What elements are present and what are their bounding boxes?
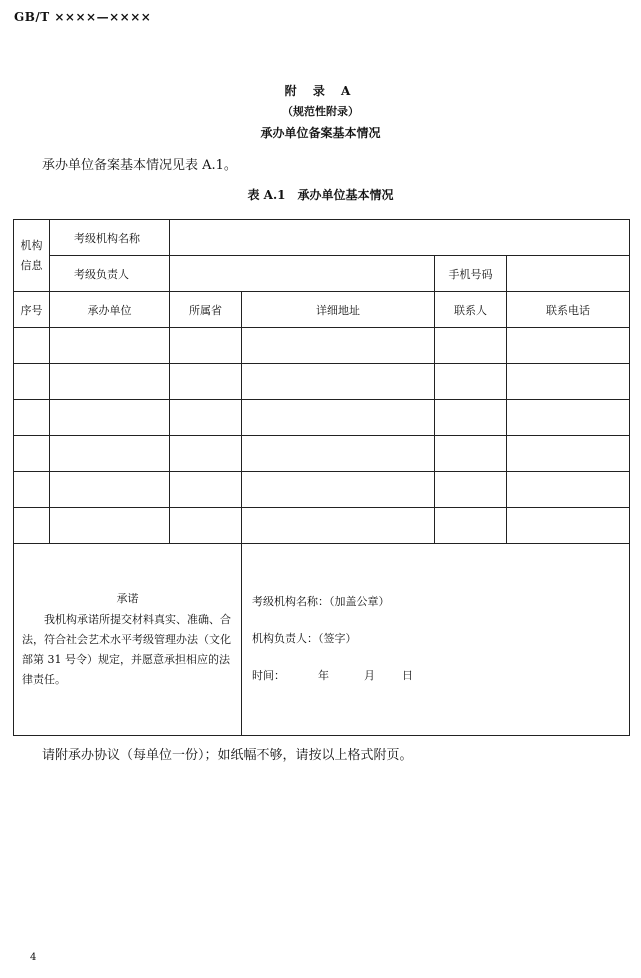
table-cell[interactable] <box>507 436 630 472</box>
person-sign-line: 机构负责人：（签字） <box>252 632 357 645</box>
promise-title: 承诺 <box>116 591 139 605</box>
table-cell[interactable] <box>507 364 630 400</box>
table-cell[interactable] <box>14 508 50 544</box>
table-cell[interactable] <box>170 364 242 400</box>
appendix-subtitle: （规范性附录） <box>282 105 359 118</box>
table-cell[interactable] <box>50 328 170 364</box>
org-seal-line: 考级机构名称：（加盖公章） <box>252 595 390 608</box>
table-cell[interactable] <box>14 400 50 436</box>
table-cell[interactable] <box>242 364 435 400</box>
table-cell[interactable] <box>242 472 435 508</box>
appendix-heading: 承办单位备案基本情况 <box>260 126 381 140</box>
table-cell[interactable] <box>14 472 50 508</box>
org-info-label <box>14 220 50 292</box>
column-header-address: 详细地址 <box>242 292 435 328</box>
year-label: 年 <box>318 669 329 682</box>
table-cell[interactable] <box>435 328 507 364</box>
page-number: 4 <box>30 952 37 963</box>
table-row <box>14 364 630 400</box>
table-cell[interactable] <box>50 508 170 544</box>
intro-paragraph: 承办单位备案基本情况见表 A.1。 <box>42 158 237 173</box>
table-cell[interactable] <box>170 436 242 472</box>
table-cell[interactable] <box>435 508 507 544</box>
org-info-label-line2: 信息 <box>20 258 43 272</box>
table-cell[interactable] <box>507 472 630 508</box>
table-cell[interactable] <box>50 364 170 400</box>
column-header-organizer: 承办单位 <box>50 292 170 328</box>
table-cell[interactable] <box>435 436 507 472</box>
table-cell[interactable] <box>435 472 507 508</box>
signature-section <box>242 544 630 736</box>
day-label: 日 <box>402 669 413 682</box>
table-row <box>14 472 630 508</box>
table-cell[interactable] <box>242 436 435 472</box>
table-cell[interactable] <box>435 400 507 436</box>
phone-value[interactable] <box>507 256 630 292</box>
table-cell[interactable] <box>170 400 242 436</box>
appendix-title: 附 录 A <box>284 84 357 98</box>
table-cell[interactable] <box>50 400 170 436</box>
table-cell[interactable] <box>170 328 242 364</box>
table-cell[interactable] <box>14 436 50 472</box>
table-row <box>14 400 630 436</box>
person-value[interactable] <box>170 256 435 292</box>
person-label: 考级负责人 <box>50 256 170 292</box>
column-header-serial: 序号 <box>14 292 50 328</box>
month-label: 月 <box>364 669 375 682</box>
table-cell[interactable] <box>507 400 630 436</box>
org-name-label: 考级机构名称 <box>50 220 170 256</box>
table-cell[interactable] <box>170 472 242 508</box>
phone-label: 手机号码 <box>435 256 507 292</box>
table-cell[interactable] <box>170 508 242 544</box>
column-header-phone: 联系电话 <box>507 292 630 328</box>
org-info-label-line1: 机构 <box>20 238 43 252</box>
table-cell[interactable] <box>242 508 435 544</box>
table-caption: 表 A.1 承办单位基本情况 <box>247 188 394 202</box>
table-cell[interactable] <box>50 472 170 508</box>
table-cell[interactable] <box>50 436 170 472</box>
footnote: 请附承办协议（每单位一份）；如纸幅不够，请按以上格式附页。 <box>42 748 413 763</box>
promise-text: 我机构承诺所提交材料真实、准确、合法，符合社会艺术水平考级管理办法（文化部第 31 号令）规定，并愿意承担相应的法律责任。 <box>22 612 231 686</box>
table-cell[interactable] <box>14 364 50 400</box>
registration-table <box>13 219 630 736</box>
table-cell[interactable] <box>507 328 630 364</box>
org-name-value[interactable] <box>170 220 630 256</box>
table-cell[interactable] <box>435 364 507 400</box>
column-header-contact: 联系人 <box>435 292 507 328</box>
column-header-province: 所属省 <box>170 292 242 328</box>
table-cell[interactable] <box>14 328 50 364</box>
time-label: 时间： <box>252 669 285 682</box>
table-row <box>14 508 630 544</box>
table-row <box>14 436 630 472</box>
table-cell[interactable] <box>242 328 435 364</box>
promise-section <box>14 544 242 736</box>
table-row <box>14 328 630 364</box>
document-code-header: GB/T ××××—×××× <box>14 10 152 24</box>
table-cell[interactable] <box>507 508 630 544</box>
date-line <box>252 666 629 686</box>
table-cell[interactable] <box>242 400 435 436</box>
